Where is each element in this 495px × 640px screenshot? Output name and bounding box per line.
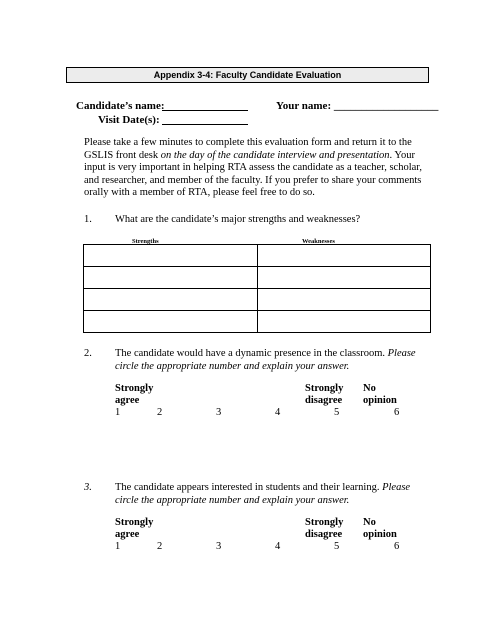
scale-option-1[interactable]: 1 [115,407,121,418]
strongly-disagree-label: Strongly [305,383,344,394]
strongly-agree-label: Strongly [115,517,154,528]
q3-instruction: Please circle the appropriate number and explain your answer. [115,482,411,506]
candidate-name-field[interactable] [162,110,248,111]
q2-statement: The candidate would have a dynamic presence in the classroom. [115,348,388,359]
scale-option-4[interactable]: 4 [275,407,281,418]
q3-number-text: 3. [84,482,92,493]
strength-cell[interactable] [84,311,258,333]
strongly-agree-label: Strongly [115,383,154,394]
no-opinion-label: No [363,517,376,528]
table-row [84,289,431,311]
scale-option-2[interactable]: 2 [157,407,163,418]
scale-option-3[interactable]: 3 [216,541,222,552]
scale-option-3[interactable]: 3 [216,407,222,418]
strongly-agree-label-2: agree [115,529,140,540]
table-row [84,267,431,289]
intro-part3: . Your input is very important in helping RTA assess the candidate as a teacher, scholar, and researcher, and member of the faculty. If you prefer to share your comments orally with a member of RTA, please feel free to do so. [84,149,422,199]
q2-text [115,348,425,373]
no-opinion-label-2: opinion [363,395,397,406]
scale-option-2[interactable]: 2 [157,541,163,552]
no-opinion-label: No [363,383,376,394]
q2-instruction: Please circle the appropriate number and explain your answer. [115,348,416,372]
strengths-weaknesses-table [83,244,431,333]
visit-dates-field[interactable] [162,124,248,125]
visit-dates-label: Visit Date(s): [98,114,160,126]
strongly-disagree-label-2: disagree [305,395,343,406]
weakness-cell[interactable] [257,245,431,267]
strongly-disagree-label-2: disagree [305,529,343,540]
your-name-label[interactable]: Your name: ___________________ [276,100,439,112]
strongly-agree-label-2: agree [115,395,140,406]
no-opinion-label-2: opinion [363,529,397,540]
weakness-cell[interactable] [257,311,431,333]
candidate-name-label: Candidate’s name: [76,100,165,112]
strength-cell[interactable] [84,289,258,311]
strength-cell[interactable] [84,267,258,289]
scale-option-5[interactable]: 5 [334,541,340,552]
intro-paragraph [84,137,424,200]
strengths-header: Strengths [132,238,159,245]
q2-scale [115,383,425,423]
weaknesses-header: Weaknesses [302,238,335,245]
page-title: Appendix 3-4: Faculty Candidate Evaluation [66,67,429,83]
scale-option-6[interactable]: 6 [394,541,400,552]
scale-option-6[interactable]: 6 [394,407,400,418]
intro-part1: Please take a few minutes to complete this evaluation form and return it to the GSLIS front desk [84,137,412,161]
strength-cell[interactable] [84,245,258,267]
intro-part2: on the day of the candidate interview and presentation [160,149,390,161]
scale-option-5[interactable]: 5 [334,407,340,418]
q3-statement: The candidate appears interested in students and their learning. [115,482,383,493]
q3-scale [115,517,425,557]
weakness-cell[interactable] [257,267,431,289]
strongly-disagree-label: Strongly [305,517,344,528]
q2-number: 2. [84,348,92,359]
scale-option-4[interactable]: 4 [275,541,281,552]
q1-number: 1. [84,214,92,225]
weakness-cell[interactable] [257,289,431,311]
q1-text: What are the candidate’s major strengths and weaknesses? [115,214,361,225]
table-row [84,311,431,333]
table-row [84,245,431,267]
scale-option-1[interactable]: 1 [115,541,121,552]
q3-number [84,482,104,495]
q3-text [115,482,425,507]
